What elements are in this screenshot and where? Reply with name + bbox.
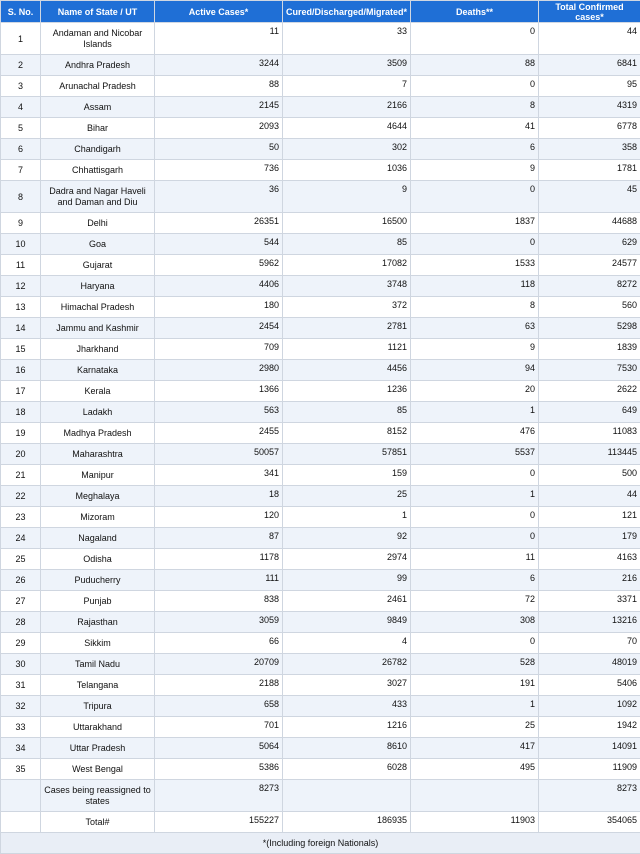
cell-active: 155227 (155, 812, 283, 833)
table-row (1, 528, 640, 549)
table-row (1, 118, 640, 139)
cell-total: 216 (539, 570, 640, 591)
cell-deaths: 0 (411, 507, 539, 528)
cell-sno: 13 (1, 297, 41, 318)
cell-cured: 3509 (283, 55, 411, 76)
cell-total: 179 (539, 528, 640, 549)
cell-cured: 159 (283, 465, 411, 486)
cell-state: Uttar Pradesh (41, 738, 155, 759)
cell-state: Kerala (41, 381, 155, 402)
cell-state: Punjab (41, 591, 155, 612)
cell-deaths: 20 (411, 381, 539, 402)
cell-active: 563 (155, 402, 283, 423)
cell-sno: 29 (1, 633, 41, 654)
cell-sno: 6 (1, 139, 41, 160)
cell-state: Chandigarh (41, 139, 155, 160)
cell-state: Meghalaya (41, 486, 155, 507)
cell-sno: 1 (1, 23, 41, 55)
table-row (1, 139, 640, 160)
cell-cured: 3748 (283, 276, 411, 297)
cell-total: 4319 (539, 97, 640, 118)
cell-active: 3059 (155, 612, 283, 633)
cell-sno: 25 (1, 549, 41, 570)
cell-deaths: 0 (411, 181, 539, 213)
cell-total: 649 (539, 402, 640, 423)
cell-state: Rajasthan (41, 612, 155, 633)
cell-cured: 7 (283, 76, 411, 97)
cell-cured: 92 (283, 528, 411, 549)
table-row (1, 55, 640, 76)
cell-cured: 186935 (283, 812, 411, 833)
cell-active: 50057 (155, 444, 283, 465)
cell-deaths: 476 (411, 423, 539, 444)
header-deaths: Deaths** (411, 1, 539, 23)
cell-total: 70 (539, 633, 640, 654)
cell-active: 66 (155, 633, 283, 654)
cell-sno: 7 (1, 160, 41, 181)
cell-sno: 35 (1, 759, 41, 780)
cell-state: Total# (41, 812, 155, 833)
table-row (1, 696, 640, 717)
cell-state: Telangana (41, 675, 155, 696)
cell-sno: 30 (1, 654, 41, 675)
cell-state: Ladakh (41, 402, 155, 423)
table-row (1, 633, 640, 654)
cell-active: 5962 (155, 255, 283, 276)
cell-active: 87 (155, 528, 283, 549)
cell-total: 44 (539, 486, 640, 507)
cell-total: 44688 (539, 213, 640, 234)
cell-cured: 85 (283, 402, 411, 423)
cell-total: 11909 (539, 759, 640, 780)
table-row (1, 812, 640, 833)
cell-active: 701 (155, 717, 283, 738)
cell-cured: 26782 (283, 654, 411, 675)
cell-sno: 15 (1, 339, 41, 360)
cell-sno: 22 (1, 486, 41, 507)
cell-deaths: 88 (411, 55, 539, 76)
cell-state: Assam (41, 97, 155, 118)
cell-total: 4163 (539, 549, 640, 570)
cell-active: 2454 (155, 318, 283, 339)
cell-total: 2622 (539, 381, 640, 402)
cell-total: 7530 (539, 360, 640, 381)
cell-cured: 1216 (283, 717, 411, 738)
table-row (1, 570, 640, 591)
cell-cured: 302 (283, 139, 411, 160)
table-row (1, 444, 640, 465)
cell-cured: 2974 (283, 549, 411, 570)
cell-sno: 23 (1, 507, 41, 528)
cell-deaths: 308 (411, 612, 539, 633)
table-row (1, 507, 640, 528)
cell-total: 1942 (539, 717, 640, 738)
cell-deaths: 6 (411, 139, 539, 160)
cell-total: 500 (539, 465, 640, 486)
cell-cured: 4456 (283, 360, 411, 381)
cell-total: 5406 (539, 675, 640, 696)
cell-deaths: 0 (411, 465, 539, 486)
table-row (1, 612, 640, 633)
cell-total: 14091 (539, 738, 640, 759)
cell-total: 6841 (539, 55, 640, 76)
cell-total: 24577 (539, 255, 640, 276)
cell-sno: 34 (1, 738, 41, 759)
table-row (1, 234, 640, 255)
cell-sno: 3 (1, 76, 41, 97)
cell-state: Andaman and Nicobar Islands (41, 23, 155, 55)
cell-deaths: 72 (411, 591, 539, 612)
cell-deaths: 1 (411, 402, 539, 423)
cell-cured: 16500 (283, 213, 411, 234)
cell-total: 44 (539, 23, 640, 55)
cell-cured: 372 (283, 297, 411, 318)
table-row (1, 780, 640, 812)
cell-state: Delhi (41, 213, 155, 234)
cell-state: Gujarat (41, 255, 155, 276)
cell-sno: 17 (1, 381, 41, 402)
cell-deaths: 1 (411, 696, 539, 717)
cell-cured: 1 (283, 507, 411, 528)
cell-deaths: 1533 (411, 255, 539, 276)
cell-cured: 8610 (283, 738, 411, 759)
cell-state: Manipur (41, 465, 155, 486)
cell-total: 5298 (539, 318, 640, 339)
table-row (1, 402, 640, 423)
cell-sno: 11 (1, 255, 41, 276)
table-row (1, 423, 640, 444)
cell-active: 1366 (155, 381, 283, 402)
cell-deaths: 118 (411, 276, 539, 297)
cell-cured: 85 (283, 234, 411, 255)
table-row (1, 318, 640, 339)
table-row (1, 738, 640, 759)
cell-sno: 2 (1, 55, 41, 76)
cell-total: 8273 (539, 780, 640, 812)
cell-total: 8272 (539, 276, 640, 297)
cell-total: 6778 (539, 118, 640, 139)
cell-sno: 26 (1, 570, 41, 591)
cell-total: 1839 (539, 339, 640, 360)
cell-state: Arunachal Pradesh (41, 76, 155, 97)
cell-cured: 433 (283, 696, 411, 717)
cell-total: 1781 (539, 160, 640, 181)
cell-active: 736 (155, 160, 283, 181)
cell-total: 48019 (539, 654, 640, 675)
cell-state: Goa (41, 234, 155, 255)
cell-cured: 33 (283, 23, 411, 55)
cell-cured: 2461 (283, 591, 411, 612)
table-row (1, 486, 640, 507)
cell-active: 180 (155, 297, 283, 318)
cell-active: 50 (155, 139, 283, 160)
cell-active: 5386 (155, 759, 283, 780)
cell-state: Dadra and Nagar Haveli and Daman and Diu (41, 181, 155, 213)
cell-deaths: 6 (411, 570, 539, 591)
cell-sno: 27 (1, 591, 41, 612)
cell-active: 2145 (155, 97, 283, 118)
cell-state: Andhra Pradesh (41, 55, 155, 76)
cell-deaths: 0 (411, 76, 539, 97)
cell-total: 1092 (539, 696, 640, 717)
cell-cured: 1121 (283, 339, 411, 360)
cell-sno: 21 (1, 465, 41, 486)
cell-sno: 4 (1, 97, 41, 118)
cell-active: 2093 (155, 118, 283, 139)
cell-active: 2188 (155, 675, 283, 696)
cell-state: Madhya Pradesh (41, 423, 155, 444)
table-row (1, 255, 640, 276)
cell-deaths: 495 (411, 759, 539, 780)
cell-state: Nagaland (41, 528, 155, 549)
cell-active: 26351 (155, 213, 283, 234)
cell-sno: 18 (1, 402, 41, 423)
cell-total: 560 (539, 297, 640, 318)
table-row (1, 213, 640, 234)
cell-active: 8273 (155, 780, 283, 812)
cell-cured: 4 (283, 633, 411, 654)
cell-state: Cases being reassigned to states (41, 780, 155, 812)
cell-active: 18 (155, 486, 283, 507)
cell-state: Bihar (41, 118, 155, 139)
cell-total: 113445 (539, 444, 640, 465)
cell-sno: 14 (1, 318, 41, 339)
cell-total: 45 (539, 181, 640, 213)
cell-deaths: 0 (411, 23, 539, 55)
cell-active: 11 (155, 23, 283, 55)
cell-cured: 9 (283, 181, 411, 213)
table-row (1, 717, 640, 738)
cell-deaths: 9 (411, 339, 539, 360)
cell-sno: 28 (1, 612, 41, 633)
cell-state: Tamil Nadu (41, 654, 155, 675)
cell-total: 358 (539, 139, 640, 160)
cell-state: Odisha (41, 549, 155, 570)
cell-cured (283, 780, 411, 812)
footnote: *(Including foreign Nationals) (1, 833, 640, 854)
cell-deaths: 9 (411, 160, 539, 181)
cell-active: 111 (155, 570, 283, 591)
table-row (1, 339, 640, 360)
cell-state: Mizoram (41, 507, 155, 528)
cell-active: 120 (155, 507, 283, 528)
cell-sno: 9 (1, 213, 41, 234)
table-row (1, 97, 640, 118)
table-header-row (1, 1, 640, 23)
cell-cured: 6028 (283, 759, 411, 780)
cell-total: 354065 (539, 812, 640, 833)
cell-state: Sikkim (41, 633, 155, 654)
cell-total: 121 (539, 507, 640, 528)
table-row (1, 591, 640, 612)
cell-state: Himachal Pradesh (41, 297, 155, 318)
cell-deaths: 191 (411, 675, 539, 696)
cell-active: 2455 (155, 423, 283, 444)
cell-deaths: 11903 (411, 812, 539, 833)
cell-sno: 24 (1, 528, 41, 549)
table-body (1, 23, 640, 833)
cell-state: Karnataka (41, 360, 155, 381)
table-row (1, 675, 640, 696)
cell-active: 341 (155, 465, 283, 486)
cell-total: 13216 (539, 612, 640, 633)
footnote-row (1, 833, 640, 854)
table-row (1, 549, 640, 570)
cell-cured: 1236 (283, 381, 411, 402)
cell-deaths: 25 (411, 717, 539, 738)
cell-deaths: 11 (411, 549, 539, 570)
cell-sno: 33 (1, 717, 41, 738)
cell-active: 544 (155, 234, 283, 255)
table-row (1, 160, 640, 181)
cell-active: 5064 (155, 738, 283, 759)
cell-cured: 1036 (283, 160, 411, 181)
cell-cured: 2781 (283, 318, 411, 339)
cell-cured: 25 (283, 486, 411, 507)
table-row (1, 360, 640, 381)
cell-deaths: 94 (411, 360, 539, 381)
header-cured: Cured/Discharged/Migrated* (283, 1, 411, 23)
cell-active: 4406 (155, 276, 283, 297)
cell-cured: 3027 (283, 675, 411, 696)
cell-state: Tripura (41, 696, 155, 717)
cell-sno: 5 (1, 118, 41, 139)
cell-cured: 4644 (283, 118, 411, 139)
cell-active: 838 (155, 591, 283, 612)
cell-cured: 17082 (283, 255, 411, 276)
table-row (1, 465, 640, 486)
cell-cured: 57851 (283, 444, 411, 465)
cell-state: Puducherry (41, 570, 155, 591)
cell-state: West Bengal (41, 759, 155, 780)
cell-deaths: 63 (411, 318, 539, 339)
cell-sno (1, 812, 41, 833)
table-row (1, 381, 640, 402)
cell-active: 36 (155, 181, 283, 213)
cell-sno: 16 (1, 360, 41, 381)
cell-cured: 2166 (283, 97, 411, 118)
cell-deaths: 0 (411, 528, 539, 549)
cell-deaths: 8 (411, 297, 539, 318)
cell-deaths: 417 (411, 738, 539, 759)
table-row (1, 23, 640, 55)
cell-deaths: 41 (411, 118, 539, 139)
cell-sno: 19 (1, 423, 41, 444)
header-state: Name of State / UT (41, 1, 155, 23)
cell-deaths: 1 (411, 486, 539, 507)
cell-state: Maharashtra (41, 444, 155, 465)
cell-deaths: 528 (411, 654, 539, 675)
cell-state: Uttarakhand (41, 717, 155, 738)
table-row (1, 759, 640, 780)
cell-sno (1, 780, 41, 812)
cell-sno: 12 (1, 276, 41, 297)
cell-active: 2980 (155, 360, 283, 381)
cell-deaths: 1837 (411, 213, 539, 234)
cell-deaths (411, 780, 539, 812)
cell-active: 3244 (155, 55, 283, 76)
cell-sno: 8 (1, 181, 41, 213)
cell-active: 1178 (155, 549, 283, 570)
cell-active: 20709 (155, 654, 283, 675)
cell-sno: 10 (1, 234, 41, 255)
table-row (1, 181, 640, 213)
table-row (1, 76, 640, 97)
cell-total: 3371 (539, 591, 640, 612)
header-active: Active Cases* (155, 1, 283, 23)
cell-cured: 9849 (283, 612, 411, 633)
cell-total: 11083 (539, 423, 640, 444)
cell-active: 709 (155, 339, 283, 360)
header-sno: S. No. (1, 1, 41, 23)
table-row (1, 276, 640, 297)
cell-state: Jharkhand (41, 339, 155, 360)
cell-active: 658 (155, 696, 283, 717)
cell-sno: 31 (1, 675, 41, 696)
cell-total: 95 (539, 76, 640, 97)
cell-state: Haryana (41, 276, 155, 297)
cell-cured: 99 (283, 570, 411, 591)
cell-deaths: 0 (411, 234, 539, 255)
cell-state: Jammu and Kashmir (41, 318, 155, 339)
cell-active: 88 (155, 76, 283, 97)
table-row (1, 297, 640, 318)
cell-state: Chhattisgarh (41, 160, 155, 181)
header-total: Total Confirmed cases* (539, 1, 640, 23)
table-row (1, 654, 640, 675)
cell-total: 629 (539, 234, 640, 255)
cell-sno: 20 (1, 444, 41, 465)
cell-cured: 8152 (283, 423, 411, 444)
cell-deaths: 8 (411, 97, 539, 118)
cell-deaths: 0 (411, 633, 539, 654)
cell-deaths: 5537 (411, 444, 539, 465)
cell-sno: 32 (1, 696, 41, 717)
